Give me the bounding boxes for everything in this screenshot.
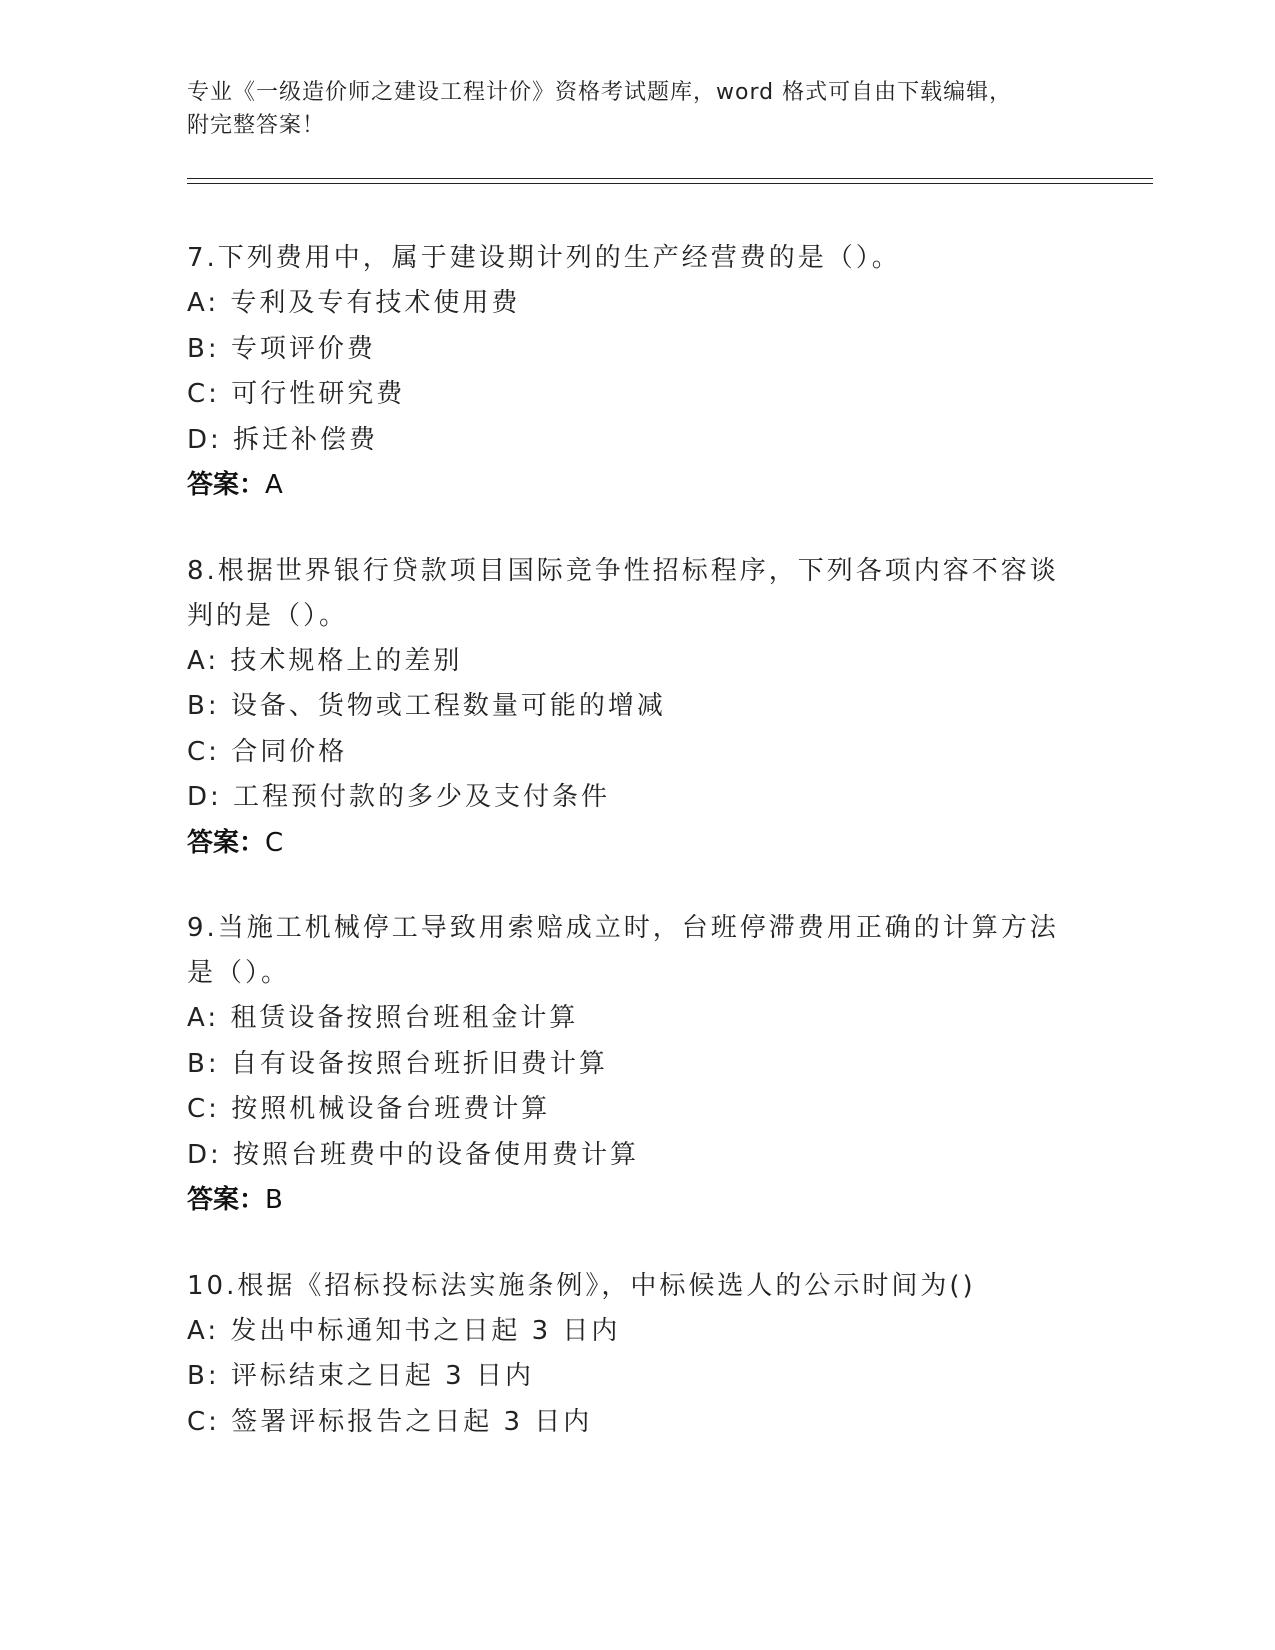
option-text: 可行性研究费 bbox=[231, 379, 406, 409]
option-label: A: bbox=[187, 645, 220, 676]
question-stem: 8.根据世界银行贷款项目国际竞争性招标程序，下列各项内容不容谈 bbox=[187, 555, 1059, 586]
header-line-2: 附完整答案！ bbox=[187, 113, 326, 138]
question-8 bbox=[187, 549, 1087, 867]
question-stem-continued: 是（）。 bbox=[187, 958, 291, 988]
option-label: B: bbox=[187, 1361, 220, 1391]
question-stem: 9.当施工机械停工导致用索赔成立时，台班停滞费用正确的计算方法 bbox=[187, 913, 1059, 943]
option-text: 拆迁补偿费 bbox=[233, 424, 379, 455]
option-d bbox=[187, 1133, 1087, 1179]
option-c bbox=[187, 1087, 1087, 1133]
option-a bbox=[187, 1309, 1087, 1355]
option-label: D: bbox=[187, 1139, 222, 1170]
option-a bbox=[187, 639, 1087, 685]
question-stem: 10.根据《招标投标法实施条例》，中标候选人的公示时间为() bbox=[187, 1270, 976, 1301]
option-label: D: bbox=[187, 782, 222, 812]
option-c bbox=[187, 730, 1087, 776]
option-c bbox=[187, 372, 1087, 418]
header-divider-bottom bbox=[187, 183, 1153, 184]
option-label: D: bbox=[187, 424, 222, 455]
question-9 bbox=[187, 906, 1087, 1224]
option-label: A: bbox=[187, 1315, 220, 1346]
question-10 bbox=[187, 1264, 1087, 1446]
option-d bbox=[187, 775, 1087, 821]
answer-line bbox=[187, 463, 1087, 509]
option-label: A: bbox=[187, 288, 220, 318]
option-b bbox=[187, 1042, 1087, 1088]
option-text: 签署评标报告之日起 3 日内 bbox=[231, 1406, 593, 1437]
option-label: B: bbox=[187, 1048, 220, 1079]
option-a bbox=[187, 281, 1087, 327]
option-label: B: bbox=[187, 691, 220, 721]
answer-value: B bbox=[265, 1185, 283, 1215]
answer-label: 答案： bbox=[187, 1185, 266, 1215]
option-label: C: bbox=[187, 379, 220, 409]
answer-label: 答案： bbox=[187, 470, 266, 500]
option-text: 专利及专有技术使用费 bbox=[230, 288, 521, 318]
option-text: 按照机械设备台班费计算 bbox=[231, 1094, 551, 1124]
option-c bbox=[187, 1400, 1087, 1446]
header-divider-top bbox=[187, 178, 1153, 179]
question-list bbox=[187, 236, 1087, 1485]
option-d bbox=[187, 418, 1087, 464]
answer-line bbox=[187, 821, 1087, 867]
option-text: 发出中标通知书之日起 3 日内 bbox=[230, 1315, 621, 1346]
option-label: C: bbox=[187, 736, 220, 767]
header-line-1: 专业《一级造价师之建设工程计价》资格考试题库，word 格式可自由下载编辑， bbox=[187, 80, 1013, 105]
question-stem: 7.下列费用中，属于建设期计列的生产经营费的是（）。 bbox=[187, 243, 901, 273]
option-text: 按照台班费中的设备使用费计算 bbox=[233, 1139, 640, 1170]
option-b bbox=[187, 1354, 1087, 1400]
option-text: 专项评价费 bbox=[230, 333, 376, 364]
answer-label: 答案： bbox=[187, 827, 266, 858]
option-text: 设备、货物或工程数量可能的增减 bbox=[230, 691, 666, 721]
answer-value: C bbox=[265, 827, 284, 858]
option-label: B: bbox=[187, 333, 220, 364]
option-b bbox=[187, 684, 1087, 730]
option-label: C: bbox=[187, 1094, 220, 1124]
question-stem-continued: 判的是（）。 bbox=[187, 600, 349, 631]
option-text: 租赁设备按照台班租金计算 bbox=[230, 1003, 579, 1033]
option-text: 合同价格 bbox=[231, 736, 348, 767]
option-text: 评标结束之日起 3 日内 bbox=[230, 1361, 534, 1391]
option-text: 自有设备按照台班折旧费计算 bbox=[230, 1048, 608, 1079]
option-a bbox=[187, 996, 1087, 1042]
option-text: 工程预付款的多少及支付条件 bbox=[233, 782, 611, 812]
option-b bbox=[187, 327, 1087, 373]
question-7 bbox=[187, 236, 1087, 509]
answer-line bbox=[187, 1178, 1087, 1224]
document-header bbox=[187, 76, 1067, 142]
option-label: A: bbox=[187, 1003, 220, 1033]
option-text: 技术规格上的差别 bbox=[230, 645, 463, 676]
answer-value: A bbox=[265, 470, 283, 500]
option-label: C: bbox=[187, 1406, 220, 1437]
